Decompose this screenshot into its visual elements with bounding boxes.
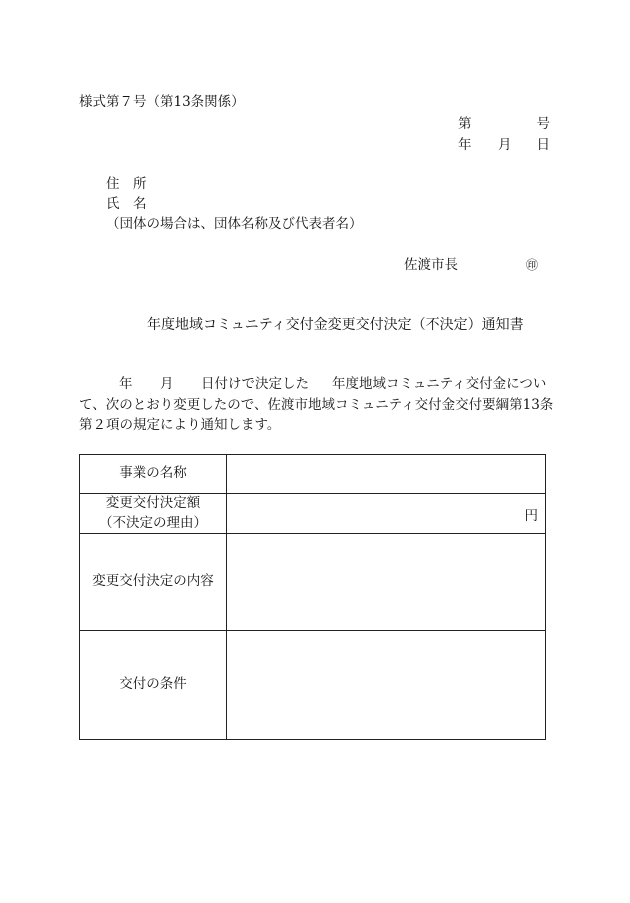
table-row-conditions (80, 631, 546, 740)
project-name-label: 事業の名称 (80, 455, 227, 494)
info-table (79, 454, 546, 740)
issuer-title: 佐渡市長 (404, 257, 458, 273)
number-prefix: 第 (458, 116, 472, 132)
amount-label-line1: 変更交付決定額 (105, 495, 201, 511)
decision-content-value[interactable] (227, 534, 546, 631)
form-number: 様式第７号（第13条関係） (79, 94, 245, 110)
recipient-organization-note: （団体の場合は、団体名称及び代表者名） (106, 216, 363, 232)
date-day-label: 日 (536, 137, 550, 153)
amount-label-line2: （不決定の理由） (99, 514, 207, 531)
body-line-3: 第２項の規定により通知します。 (79, 417, 281, 433)
amount-value[interactable] (227, 494, 546, 534)
body-line-2: て、次のとおり変更したので、佐渡市地域コミュニティ交付金交付要綱第13条 (79, 397, 554, 413)
recipient-name-label: 氏 名 (106, 196, 147, 212)
body-day-text: 日付けで決定した (201, 376, 309, 392)
table-row-content (80, 534, 546, 631)
table-row-amount (80, 494, 546, 534)
body-month-label: 月 (160, 376, 174, 392)
body-year-label: 年 (119, 376, 133, 392)
amount-label (80, 494, 227, 534)
seal-mark: ㊞ (526, 258, 539, 272)
number-suffix: 号 (536, 116, 550, 132)
date-year-label: 年 (458, 137, 472, 153)
date-month-label: 月 (498, 137, 512, 153)
body-line1-rest: 年度地域コミュニティ交付金につい (332, 376, 547, 392)
document-title: 年度地域コミュニティ交付金変更交付決定（不決定）通知書 (147, 317, 524, 333)
table-row-project-name (80, 455, 546, 494)
grant-conditions-value[interactable] (227, 631, 546, 740)
grant-conditions-label: 交付の条件 (80, 631, 227, 740)
recipient-address-label: 住 所 (106, 176, 147, 192)
project-name-value[interactable] (227, 455, 546, 494)
yen-unit: 円 (524, 507, 538, 524)
decision-content-label: 変更交付決定の内容 (80, 534, 227, 631)
